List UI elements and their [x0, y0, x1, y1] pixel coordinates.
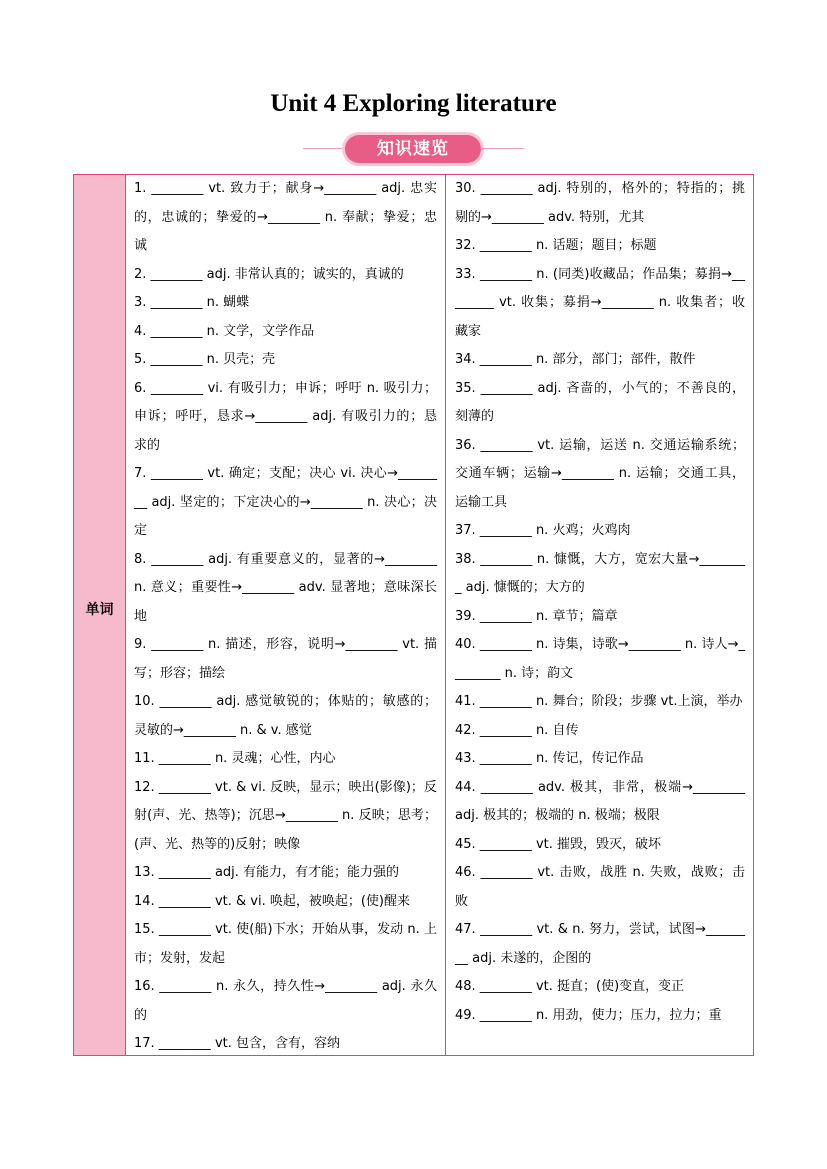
banner-label: 知识速览	[345, 135, 481, 163]
vocab-entry: 44. ________ adv. 极其，非常，极端→________ adj. 极其的；极端的 n. 极端；极限	[455, 779, 745, 823]
vocab-entry: 2. ________ adj. 非常认真的；诚实的，真诚的	[134, 266, 404, 282]
vocab-entry: 1. ________ vt. 致力于；献身→________ adj. 忠实的，忠诚的；挚爱的→________ n. 奉献；挚爱；忠诚	[134, 181, 437, 253]
banner-divider-right	[480, 148, 524, 149]
vocab-entry: 34. ________ n. 部分，部门；部件，散件	[455, 352, 696, 367]
vocab-entry: 42. ________ n. 自传	[455, 722, 579, 738]
vocab-entry: 30. ________ adj. 特别的，格外的；特指的；挑剔的→________ adv. 特别，尤其	[455, 181, 745, 225]
left-entry-column	[126, 175, 446, 1055]
page-title: Unit 4 Exploring literature	[270, 90, 557, 117]
vocab-entry: 7. ________ vt. 确定；支配；决心 vi. 决心→________ adj. 坚定的；下定决心的→________ n. 决心；决定	[134, 466, 437, 538]
vocab-entry: 15. ________ vt. 使(船)下水；开始从事，发动 n. 上市；发射，发起	[134, 922, 437, 966]
vocab-entry: 45. ________ vt. 摧毁，毁灭，破坏	[455, 836, 661, 852]
vocab-entry: 11. ________ n. 灵魂；心性，内心	[134, 751, 336, 766]
vocab-entry: 4. ________ n. 文学，文学作品	[134, 323, 315, 339]
vocab-entry: 3. ________ n. 蝴蝶	[134, 295, 250, 310]
vocabulary-table	[73, 174, 754, 1056]
vocab-entry: 16. ________ n. 永久，持久性→________ adj. 永久的	[134, 979, 437, 1023]
vocab-entry: 10. ________ adj. 感觉敏锐的；体贴的；敏感的；灵敏的→________ n. & v. 感觉	[134, 694, 437, 738]
vocab-entry: 46. ________ vt. 击败，战胜 n. 失败，战败；击败	[455, 865, 745, 909]
vocab-entry: 48. ________ vt. 挺直；(使)变直，变正	[455, 979, 685, 994]
vocab-entry: 17. ________ vt. 包含，含有，容纳	[134, 1036, 340, 1051]
vocab-entry: 32. ________ n. 话题；题目；标题	[455, 238, 657, 253]
banner-divider-left	[303, 148, 347, 149]
vocab-entry: 14. ________ vt. & vi. 唤起，被唤起；(使)醒来	[134, 893, 410, 909]
vocab-entry: 38. ________ n. 慷慨，大方，宽宏大量→________ adj. 慷慨的；大方的	[455, 551, 745, 595]
vocab-entry: 5. ________ n. 贝壳；壳	[134, 352, 276, 367]
section-banner	[0, 132, 827, 166]
vocab-entry: 9. ________ n. 描述，形容，说明→________ vt. 描写；形容；描绘	[134, 637, 437, 681]
vocab-entry: 40. ________ n. 诗集，诗歌→________ n. 诗人→________ n. 诗；韵文	[455, 637, 745, 681]
vocab-entry: 13. ________ adj. 有能力，有才能；能力强的	[134, 865, 400, 880]
vocab-entry: 37. ________ n. 火鸡；火鸡肉	[455, 523, 631, 538]
vocab-entry: 8. ________ adj. 有重要意义的，显著的→________ n. 意义；重要性→________ adv. 显著地；意味深长地	[134, 551, 437, 624]
vocab-entry: 35. ________ adj. 吝啬的，小气的；不善良的，刻薄的	[455, 380, 745, 424]
vocab-entry: 47. ________ vt. & n. 努力，尝试，试图→________ adj. 未遂的，企图的	[455, 922, 745, 966]
vocab-entry: 39. ________ n. 章节；篇章	[455, 608, 618, 624]
vocab-entry: 6. ________ vi. 有吸引力；申诉；呼吁 n. 吸引力；申诉；呼吁，恳求→________ adj. 有吸引力的；恳求的	[134, 380, 437, 453]
vocab-entry: 43. ________ n. 传记，传记作品	[455, 751, 644, 766]
vocab-entry: 12. ________ vt. & vi. 反映，显示；映出(影像)；反射(声、光、热等)；沉思→________ n. 反映；思考；(声、光、热等的)反射；映像	[134, 779, 437, 852]
vocab-entry: 49. ________ n. 用劲，使力；压力，拉力；重	[455, 1007, 722, 1023]
category-label: 单词	[85, 602, 114, 618]
vocab-entry: 33. ________ n. (同类)收藏品；作品集；募捐→________ vt. 收集；募捐→________ n. 收集者；收藏家	[455, 266, 745, 339]
vocab-entry: 36. ________ vt. 运输，运送 n. 交通运输系统；交通车辆；运输→________ n. 运输；交通工具，运输工具	[455, 437, 745, 510]
category-column	[74, 175, 126, 1055]
vocab-entry: 41. ________ n. 舞台；阶段；步骤 vt.上演，举办	[455, 694, 743, 709]
right-entry-column	[447, 175, 753, 1055]
